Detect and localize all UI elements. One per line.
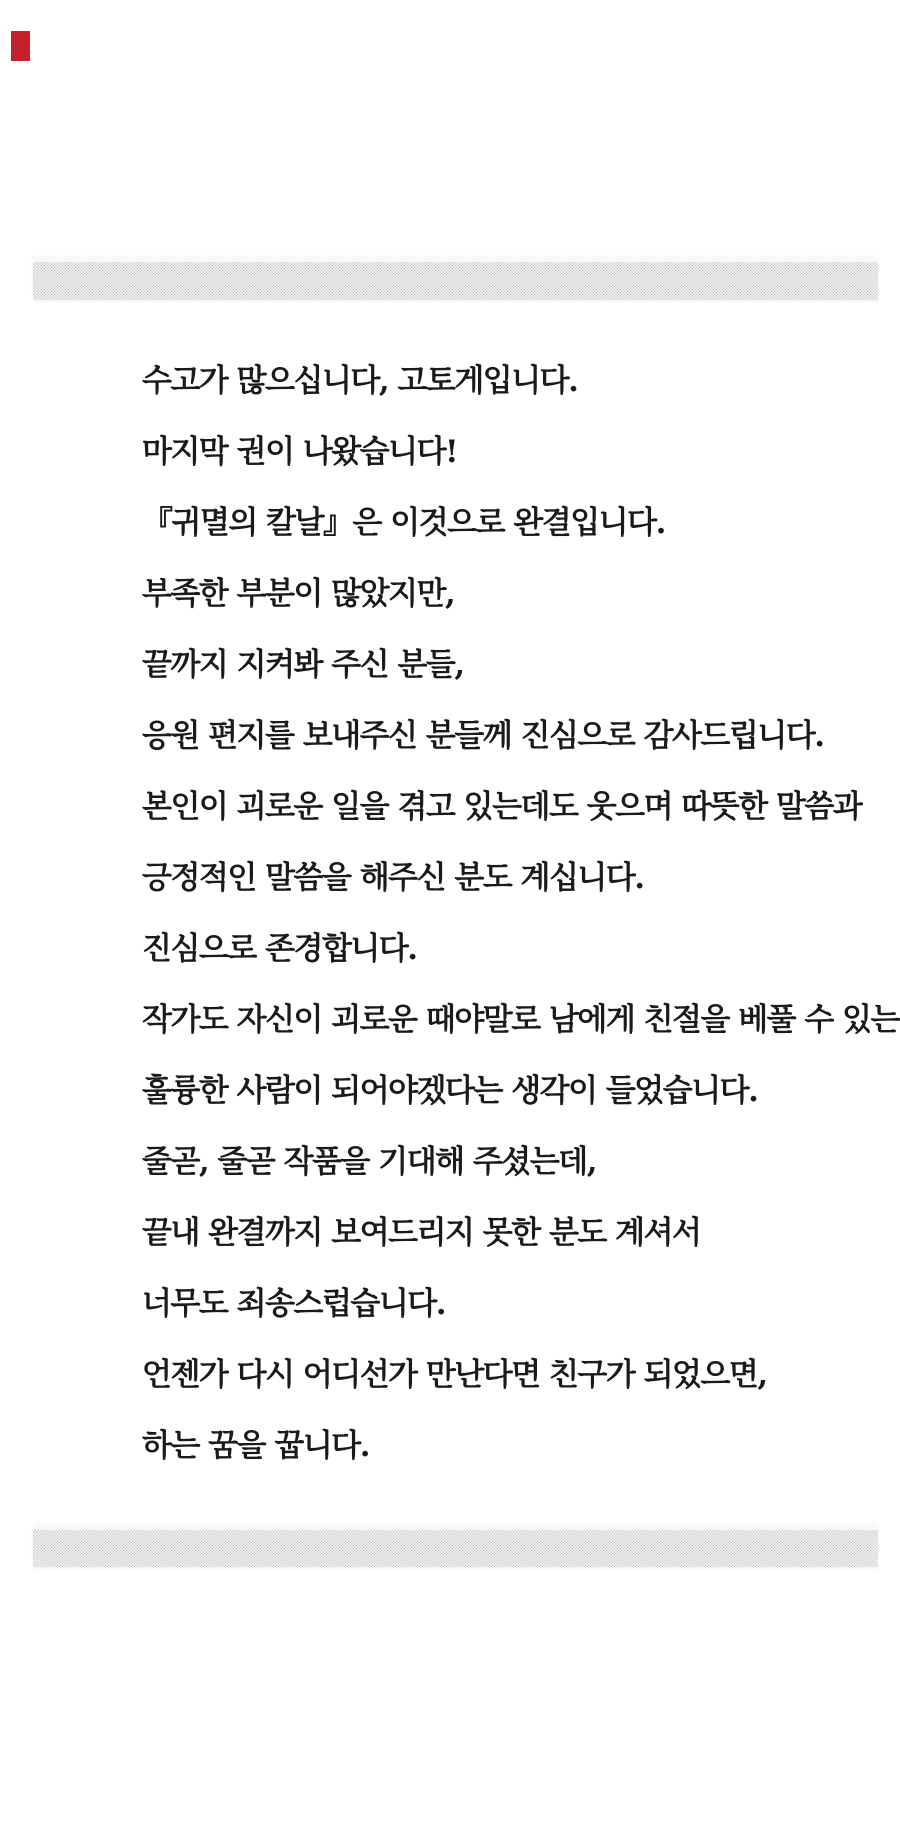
letter-line: 『귀멸의 칼날』은 이것으로 완결입니다. <box>142 505 665 541</box>
letter-body <box>142 346 899 1482</box>
letter-line: 작가도 자신이 괴로운 때야말로 남에게 친절을 베풀 수 있는 <box>142 1002 900 1038</box>
bottom-divider <box>33 1530 878 1567</box>
letter-line: 하는 꿈을 꿉니다. <box>142 1428 369 1464</box>
letter-line: 진심으로 존경합니다. <box>142 931 417 967</box>
top-divider <box>33 262 878 300</box>
letter-line: 훌륭한 사람이 되어야겠다는 생각이 들었습니다. <box>142 1073 758 1109</box>
letter-line: 수고가 많으십니다, 고토게입니다. <box>142 363 578 399</box>
letter-line: 줄곧, 줄곧 작품을 기대해 주셨는데, <box>142 1144 596 1180</box>
letter-line: 끝내 완결까지 보여드리지 못한 분도 계셔서 <box>142 1215 701 1251</box>
letter-line: 너무도 죄송스럽습니다. <box>142 1286 446 1322</box>
red-marker-icon <box>11 31 30 61</box>
letter-line: 부족한 부분이 많았지만, <box>142 576 455 612</box>
letter-line: 끝까지 지켜봐 주신 분들, <box>142 647 464 683</box>
letter-line: 본인이 괴로운 일을 겪고 있는데도 웃으며 따뜻한 말씀과 <box>142 789 862 825</box>
letter-line: 언젠가 다시 어디선가 만난다면 친구가 되었으면, <box>142 1357 767 1393</box>
letter-line: 마지막 권이 나왔습니다! <box>142 434 458 470</box>
letter-line: 응원 편지를 보내주신 분들께 진심으로 감사드립니다. <box>142 718 824 754</box>
letter-line: 긍정적인 말씀을 해주신 분도 계십니다. <box>142 860 644 896</box>
